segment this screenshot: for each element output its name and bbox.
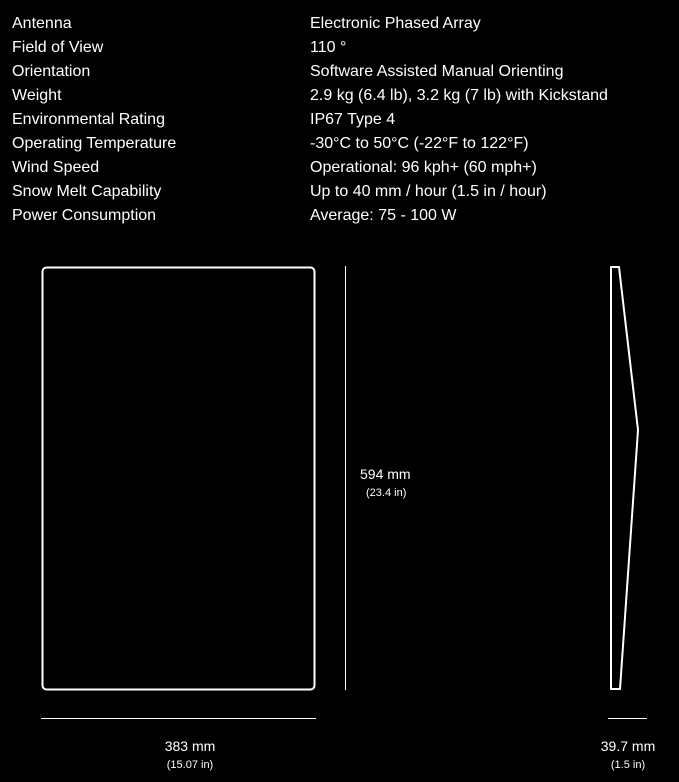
spec-label: Snow Melt Capability: [12, 183, 162, 200]
spec-value: 2.9 kg (6.4 lb), 3.2 kg (7 lb) with Kickstand: [310, 87, 608, 104]
width-metric-label: 383 mm: [164, 738, 216, 754]
width-imperial-label: (15.07 in): [166, 759, 214, 771]
spec-value: 110 °: [310, 39, 347, 56]
spec-label: Antenna: [12, 15, 72, 32]
spec-label: Field of View: [12, 39, 104, 56]
depth-imperial-label: (1.5 in): [610, 759, 646, 771]
spec-value: Average: 75 - 100 W: [310, 207, 457, 224]
spec-label: Weight: [12, 87, 62, 104]
depth-metric-label: 39.7 mm: [600, 738, 656, 754]
height-imperial-label: (23.4 in): [366, 487, 407, 499]
spec-label: Power Consumption: [12, 207, 157, 224]
spec-label: Wind Speed: [12, 159, 100, 176]
spec-label: Orientation: [12, 63, 91, 80]
spec-value: Operational: 96 kph+ (60 mph+): [310, 159, 537, 176]
spec-label: Operating Temperature: [12, 135, 177, 152]
spec-label: Environmental Rating: [12, 111, 165, 128]
spec-value: Electronic Phased Array: [310, 15, 481, 32]
spec-value: IP67 Type 4: [310, 111, 396, 128]
height-metric-label: 594 mm: [360, 466, 411, 482]
dish-side-outline: [611, 267, 638, 689]
spec-value: -30°C to 50°C (-22°F to 122°F): [310, 135, 529, 152]
spec-value: Software Assisted Manual Orienting: [310, 63, 564, 80]
spec-value: Up to 40 mm / hour (1.5 in / hour): [310, 183, 547, 200]
dish-front-outline: [43, 268, 315, 690]
